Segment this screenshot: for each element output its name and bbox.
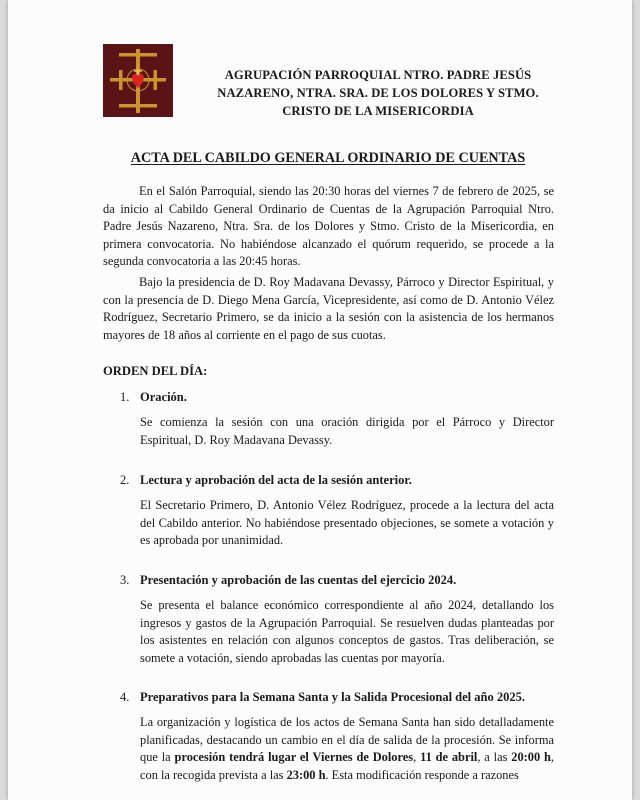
procession-date: 11 de abril — [420, 750, 478, 765]
agenda-item-heading: Oración. — [140, 390, 187, 404]
logo-right-post — [154, 70, 158, 90]
procession-start-time: 20:00 h — [511, 750, 551, 765]
intro-paragraph-2: Bajo la presidencia de D. Roy Madavana Devassy, Párroco y Director Espiritual, y con la presencia de D. Diego Mena García, Vicepresidente, así como de D. Antonio Vélez Rodríguez, Secretario Primero, se da inicio a la sesión con la asistencia de los hermanos mayores de 18 años al corriente en el pago de sus cuotas. — [103, 275, 554, 342]
body-text: , a las — [477, 750, 512, 765]
agenda-item-number: 3. — [120, 573, 130, 587]
agenda-item-3-title — [120, 573, 456, 588]
agenda-item-4-title — [120, 690, 525, 705]
procession-end-time: 23:00 h — [286, 767, 326, 782]
agenda-item-1-body: Se comienza la sesión con una oración dirigida por el Párroco y Director Espiritual, D. Roy Madavana Devassy. — [140, 415, 554, 447]
agenda-item-number: 2. — [120, 473, 130, 487]
agenda-item-heading: Preparativos para la Semana Santa y la Salida Procesional del año 2025. — [140, 690, 525, 704]
agenda-item-3-body: Se presenta el balance económico correspondiente al año 2024, detallando los ingresos y gastos de la Agrupación Parroquial. Se resuelven dudas planteadas por los asistentes en relación con algunos conceptos de gastos. Tras deliberación, se somete a votación, siendo aprobadas las cuentas por mayoría. — [140, 598, 554, 665]
intro-paragraph-1: En el Salón Parroquial, siendo las 20:30 horas del viernes 7 de febrero de 2025, se da inicio al Cabildo General Ordinario de Cuentas de la Agrupación Parroquial Ntro. Padre Jesús Nazareno, Ntra. Sra. de los Dolores y Stmo. Cristo de la Misericordia, en primera convocatoria. No habiéndose alcanzado el quórum requerido, se procede a la segunda convocatoria a las 20:45 horas. — [103, 184, 554, 269]
body-text: La organización y logística de los actos de Semana Santa han sido detalladamente planificadas, destacando un cambio en el día de salida de la procesión. Se informa que la — [140, 715, 554, 765]
agenda-item-number: 1. — [120, 390, 130, 404]
org-line-1: AGRUPACIÓN PARROQUIAL NTRO. PADRE JESÚS — [224, 68, 532, 82]
document-page — [8, 0, 632, 800]
procession-day: procesión tendrá lugar el Viernes de Dolores — [174, 750, 414, 765]
agenda-item-2-title — [120, 473, 412, 488]
agenda-heading: ORDEN DEL DÍA: — [103, 364, 208, 378]
agenda-item-heading: Lectura y aprobación del acta de la sesión anterior. — [140, 473, 412, 487]
org-line-2: NAZARENO, NTRA. SRA. DE LOS DOLORES Y STMO. — [217, 86, 539, 100]
cross-emblem-icon — [103, 44, 173, 117]
agenda-item-4-body — [140, 714, 554, 784]
agenda-item-number: 4. — [120, 690, 130, 704]
agenda-item-heading: Presentación y aprobación de las cuentas del ejercicio 2024. — [140, 573, 457, 587]
brotherhood-logo — [103, 44, 173, 117]
agenda-item-2-body: El Secretario Primero, D. Antonio Vélez Rodríguez, procede a la lectura del acta del Cabildo anterior. No habiéndose presentado objeciones, se somete a votación y es aprobada por unanimidad. — [140, 498, 554, 548]
org-line-3: CRISTO DE LA MISERICORDIA — [282, 104, 474, 118]
logo-left-post — [119, 70, 123, 90]
organization-name — [188, 66, 568, 120]
body-text: , — [413, 750, 421, 765]
body-text: . Esta modificación responde a razones — [325, 767, 519, 782]
body-text: , con la recogida prevista a las — [140, 750, 555, 782]
document-title: ACTA DEL CABILDO GENERAL ORDINARIO DE CUENTAS — [130, 150, 526, 166]
agenda-item-1-title — [120, 390, 187, 405]
